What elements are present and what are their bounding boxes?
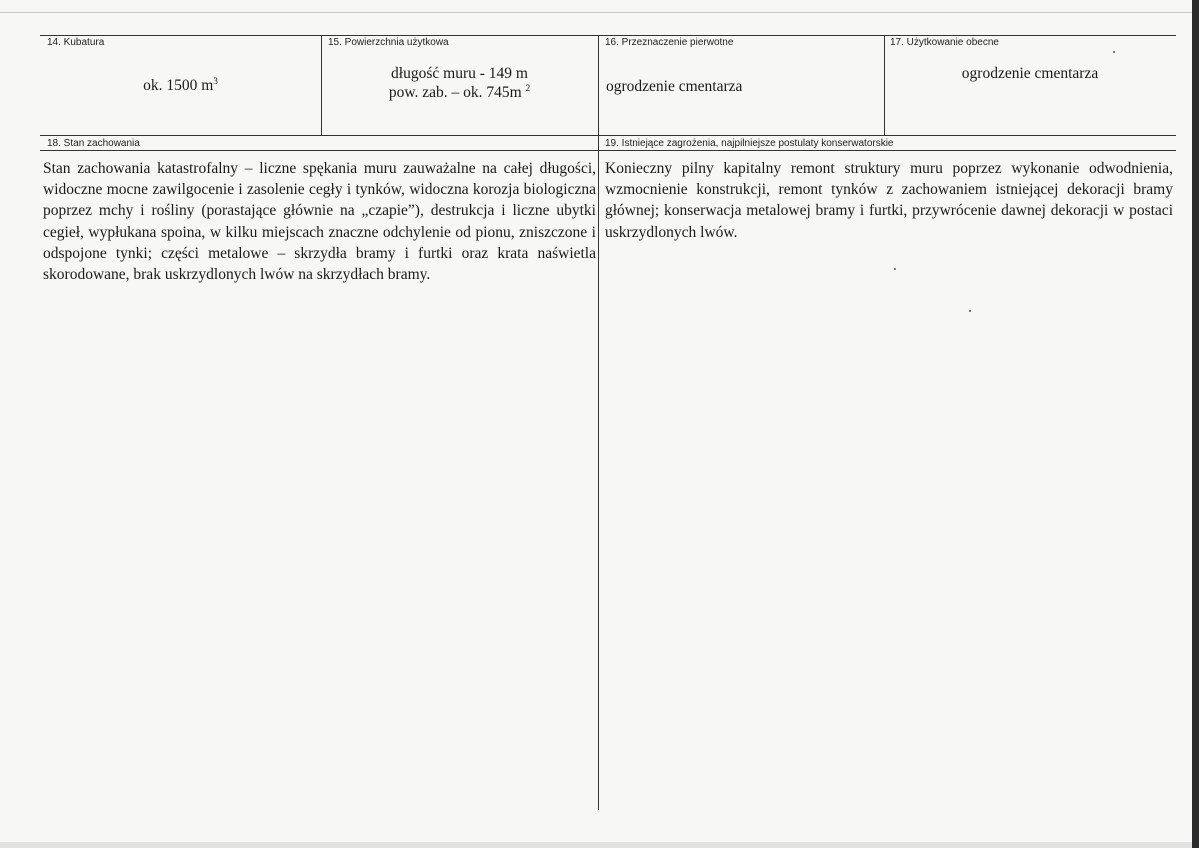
- built-area: [321, 83, 598, 102]
- scan-right-edge: [1192, 0, 1199, 848]
- field-label-uzytkowanie: 17. Użytkowanie obecne: [890, 37, 999, 48]
- row-divider: [40, 135, 1176, 136]
- field-value-kubatura: [40, 76, 321, 95]
- cell-divider-15-16: [598, 35, 599, 810]
- field-value-przeznaczenie: ogrodzenie cmentarza: [606, 78, 743, 95]
- field-value-stan-zachowania: Stan zachowania katastrofalny – liczne spękania muru zauważalne na całej długości, widoczne mocne zawilgocenie i zasolenie cegły i tynków, widoczna korozja biologiczna poprzez mchy i rośliny (porastające głównie na „czapie”), destrukcja i liczne ubytki cegieł, wypłukana spoina, w kilku miejscach znaczne odchylenie od pionu, zniszczone i odspojone tynki; części metalowe – skrzydła bramy i furtki oraz krata naświetla skorodowane, brak uskrzydlonych lwów na skrzydłach bramy.: [43, 160, 596, 284]
- cell-divider-16-17: [884, 35, 885, 135]
- wall-length: długość muru - 149 m: [391, 65, 528, 82]
- label-underline-18: [40, 150, 598, 151]
- field-label-zagrozenia: 19. Istniejące zagrożenia, najpilniejsze postulaty konserwatorskie: [605, 138, 894, 149]
- field-value-zagrozenia: Konieczny pilny kapitalny remont struktury muru poprzez wykonanie odwodnienia, wzmocnienie konstrukcji, remont tynków z zachowaniem istniejącej dekoracji bramy głównej; konserwacja metalowej bramy i furtki, przywrócenie dawnej dekoracji w postaci uskrzydlonych lwów.: [605, 160, 1173, 241]
- scan-speck: [1113, 51, 1115, 53]
- scan-speck: [894, 268, 896, 270]
- kubatura-value: ok. 1500 m: [143, 77, 214, 94]
- table-top-border: [40, 35, 1176, 36]
- label-underline-19: [598, 150, 1176, 151]
- built-area-value: pow. zab. – ok. 745m: [388, 84, 522, 101]
- scan-speck: [969, 310, 971, 312]
- scan-top-edge: [0, 12, 1199, 13]
- field-value-uzytkowanie: ogrodzenie cmentarza: [961, 65, 1099, 82]
- field-label-powierzchnia: 15. Powierzchnia użytkowa: [328, 37, 449, 48]
- field-label-przeznaczenie: 16. Przeznaczenie pierwotne: [605, 37, 734, 48]
- field-label-kubatura: 14. Kubatura: [47, 37, 105, 48]
- scan-bottom-edge: [0, 842, 1192, 848]
- field-value-powierzchnia: [321, 64, 598, 102]
- kubatura-unit-exponent: 3: [213, 75, 218, 86]
- built-area-unit-exponent: 2: [525, 82, 531, 93]
- field-label-stan-zachowania: 18. Stan zachowania: [47, 138, 140, 149]
